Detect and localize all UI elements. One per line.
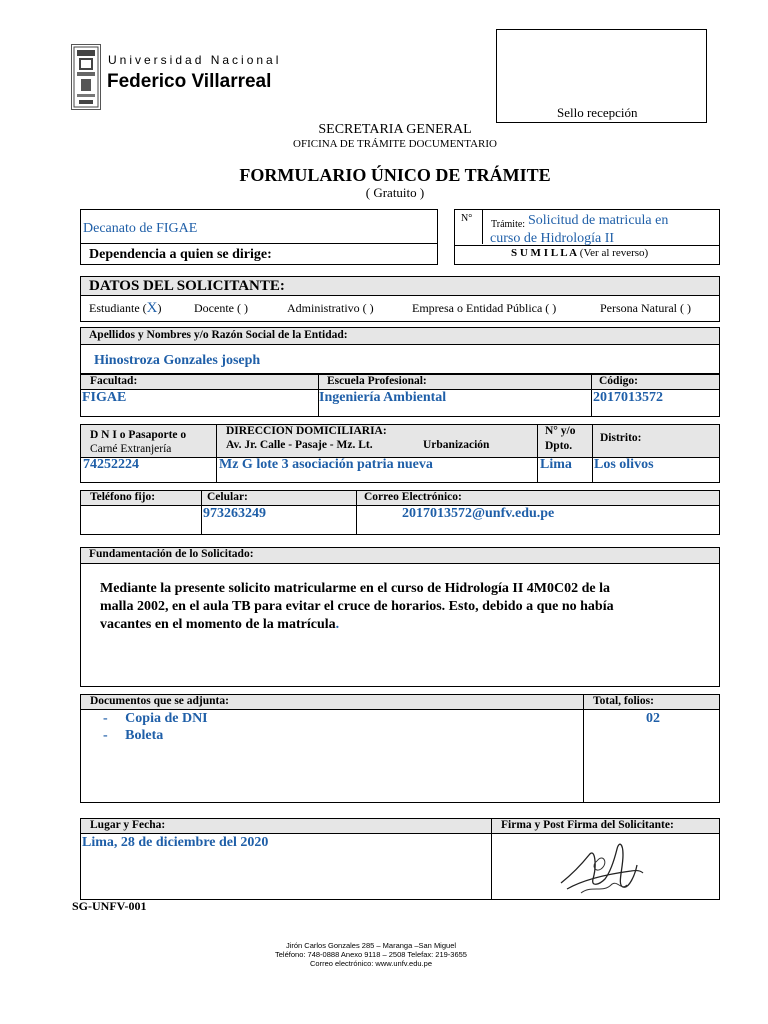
tipo-persona-natural[interactable]: Persona Natural ( ) — [600, 301, 691, 315]
lugar-fecha-value[interactable]: Lima, 28 de diciembre del 2020 — [82, 835, 269, 850]
codigo-value[interactable]: 2017013572 — [593, 390, 663, 405]
correo-label: Correo Electrónico: — [364, 491, 462, 503]
dni-value[interactable]: 74252224 — [83, 457, 139, 472]
nombres-header — [80, 327, 720, 345]
telefono-label: Teléfono fijo: — [90, 491, 156, 503]
nombres-value: Hinostroza Gonzales joseph — [94, 353, 261, 368]
celular-label: Celular: — [207, 491, 248, 503]
distrito-value[interactable]: Los olivos — [594, 457, 654, 472]
tramite-label: Trámite: — [491, 219, 526, 230]
codigo-label: Código: — [599, 375, 638, 387]
direccion-label-line3: Urbanización — [423, 439, 490, 451]
tipo-solicitante-row — [80, 296, 720, 322]
oficina-title: OFICINA DE TRÁMITE DOCUMENTARIO — [293, 138, 497, 150]
documento-bullet: - — [103, 711, 108, 726]
documento-bullet: - — [103, 728, 108, 743]
footer-address-line3: Correo electrónico: www.unfv.edu.pe — [309, 959, 432, 968]
tipo-estudiante-label: Estudiante ( — [89, 301, 147, 315]
tipo-estudiante-close: ) — [157, 301, 162, 315]
university-logo — [71, 44, 101, 110]
university-name-line2: Federico Villarreal — [107, 71, 272, 92]
escuela-label: Escuela Profesional: — [327, 375, 427, 387]
direccion-label-line2: Av. Jr. Calle - Pasaje - Mz. Lt. — [226, 439, 373, 451]
firma-label: Firma y Post Firma del Solicitante: — [501, 819, 674, 831]
fundamentacion-line2: malla 2002, en el aula TB para evitar el cruce de horarios. Esto, debido a que no había — [100, 599, 614, 614]
sumilla-note: (Ver al reverso) — [579, 247, 649, 259]
datos-solicitante-title: DATOS DEL SOLICITANTE: — [89, 278, 285, 294]
nombres-field[interactable] — [80, 345, 720, 374]
facultad-value[interactable]: FIGAE — [82, 390, 127, 405]
direccion-label-line1: DIRECCION DOMICILIARIA: — [226, 425, 387, 437]
lugar-fecha-label: Lugar y Fecha: — [90, 819, 166, 831]
tramite-box — [454, 209, 720, 265]
documento-item — [103, 728, 163, 744]
documento-item — [103, 711, 208, 727]
tipo-empresa[interactable]: Empresa o Entidad Pública ( ) — [412, 301, 557, 315]
fundamentacion-line3 — [100, 617, 339, 633]
lugar-firma-box — [80, 818, 720, 900]
sello-recepcion-label: Sello recepción — [557, 105, 638, 120]
fundamentacion-field[interactable] — [80, 564, 720, 687]
documentos-box — [80, 694, 720, 803]
fundamentacion-header — [80, 547, 720, 564]
form-code: SG-UNFV-001 — [72, 899, 147, 913]
footer-address-line2: Teléfono: 748-0888 Anexo 9118 – 2508 Telefax: 219-3655 — [275, 950, 467, 959]
direccion-value[interactable]: Mz G lote 3 asociación patria nueva — [219, 457, 433, 472]
folios-label: Total, folios: — [593, 695, 654, 707]
escuela-value[interactable]: Ingeniería Ambiental — [319, 390, 447, 405]
folios-value[interactable]: 02 — [646, 711, 660, 726]
sello-recepcion-box — [496, 29, 707, 123]
contacto-row — [80, 490, 720, 535]
facultad-label: Facultad: — [90, 375, 138, 387]
page-title: FORMULARIO ÚNICO DE TRÁMITE — [239, 165, 551, 185]
dependencia-value: Decanato de FIGAE — [83, 221, 198, 236]
secretaria-title: SECRETARIA GENERAL — [318, 122, 472, 137]
tipo-administrativo[interactable]: Administrativo ( ) — [287, 301, 374, 315]
dependencia-box — [80, 209, 438, 265]
page-subtitle: ( Gratuito ) — [365, 185, 425, 200]
tramite-numero-label: N° — [461, 213, 473, 224]
distrito-label: Distrito: — [600, 432, 642, 444]
documento-item-label: Copia de DNI — [125, 711, 208, 726]
nombres-label: Apellidos y Nombres y/o Razón Social de la Entidad: — [89, 329, 348, 341]
numero-label-line1: N° y/o — [545, 425, 576, 437]
direccion-row — [80, 424, 720, 483]
fundamentacion-line3-text: vacantes en el momento de la matrícula — [100, 617, 336, 632]
tramite-value-line1: Solicitud de matricula en — [528, 213, 669, 228]
documentos-label: Documentos que se adjunta: — [90, 695, 229, 707]
facultad-row — [80, 374, 720, 417]
documento-item-label: Boleta — [125, 728, 164, 743]
correo-value[interactable]: 2017013572@unfv.edu.pe — [402, 506, 555, 521]
dni-label-line1: D N I o Pasaporte o — [90, 429, 187, 441]
datos-solicitante-header — [80, 276, 720, 296]
tramite-value-line2: curso de Hidrología II — [490, 231, 615, 246]
sumilla-text: S U M I L L A — [511, 247, 578, 259]
university-name-line1: Universidad Nacional — [108, 53, 282, 67]
dni-label-line2: Carné Extranjería — [90, 443, 172, 455]
tipo-estudiante-mark: X — [146, 300, 158, 316]
tipo-estudiante[interactable] — [89, 296, 162, 320]
fundamentacion-line1: Mediante la presente solicito matricularme en el curso de Hidrología II 4M0C02 de la — [100, 581, 611, 596]
numero-value[interactable]: Lima — [540, 457, 572, 472]
signature-image — [551, 835, 651, 901]
fundamentacion-label: Fundamentación de lo Solicitado: — [89, 548, 254, 560]
tipo-docente[interactable]: Docente ( ) — [194, 301, 248, 315]
fundamentacion-line3-end: . — [335, 617, 340, 632]
sumilla-label — [511, 247, 648, 259]
dependencia-label: Dependencia a quien se dirige: — [89, 247, 272, 262]
numero-label-line2: Dpto. — [545, 440, 573, 452]
celular-value[interactable]: 973263249 — [203, 506, 266, 521]
footer-address-line1: Jirón Carlos Gonzales 285 – Maranga –San Miguel — [285, 941, 457, 950]
